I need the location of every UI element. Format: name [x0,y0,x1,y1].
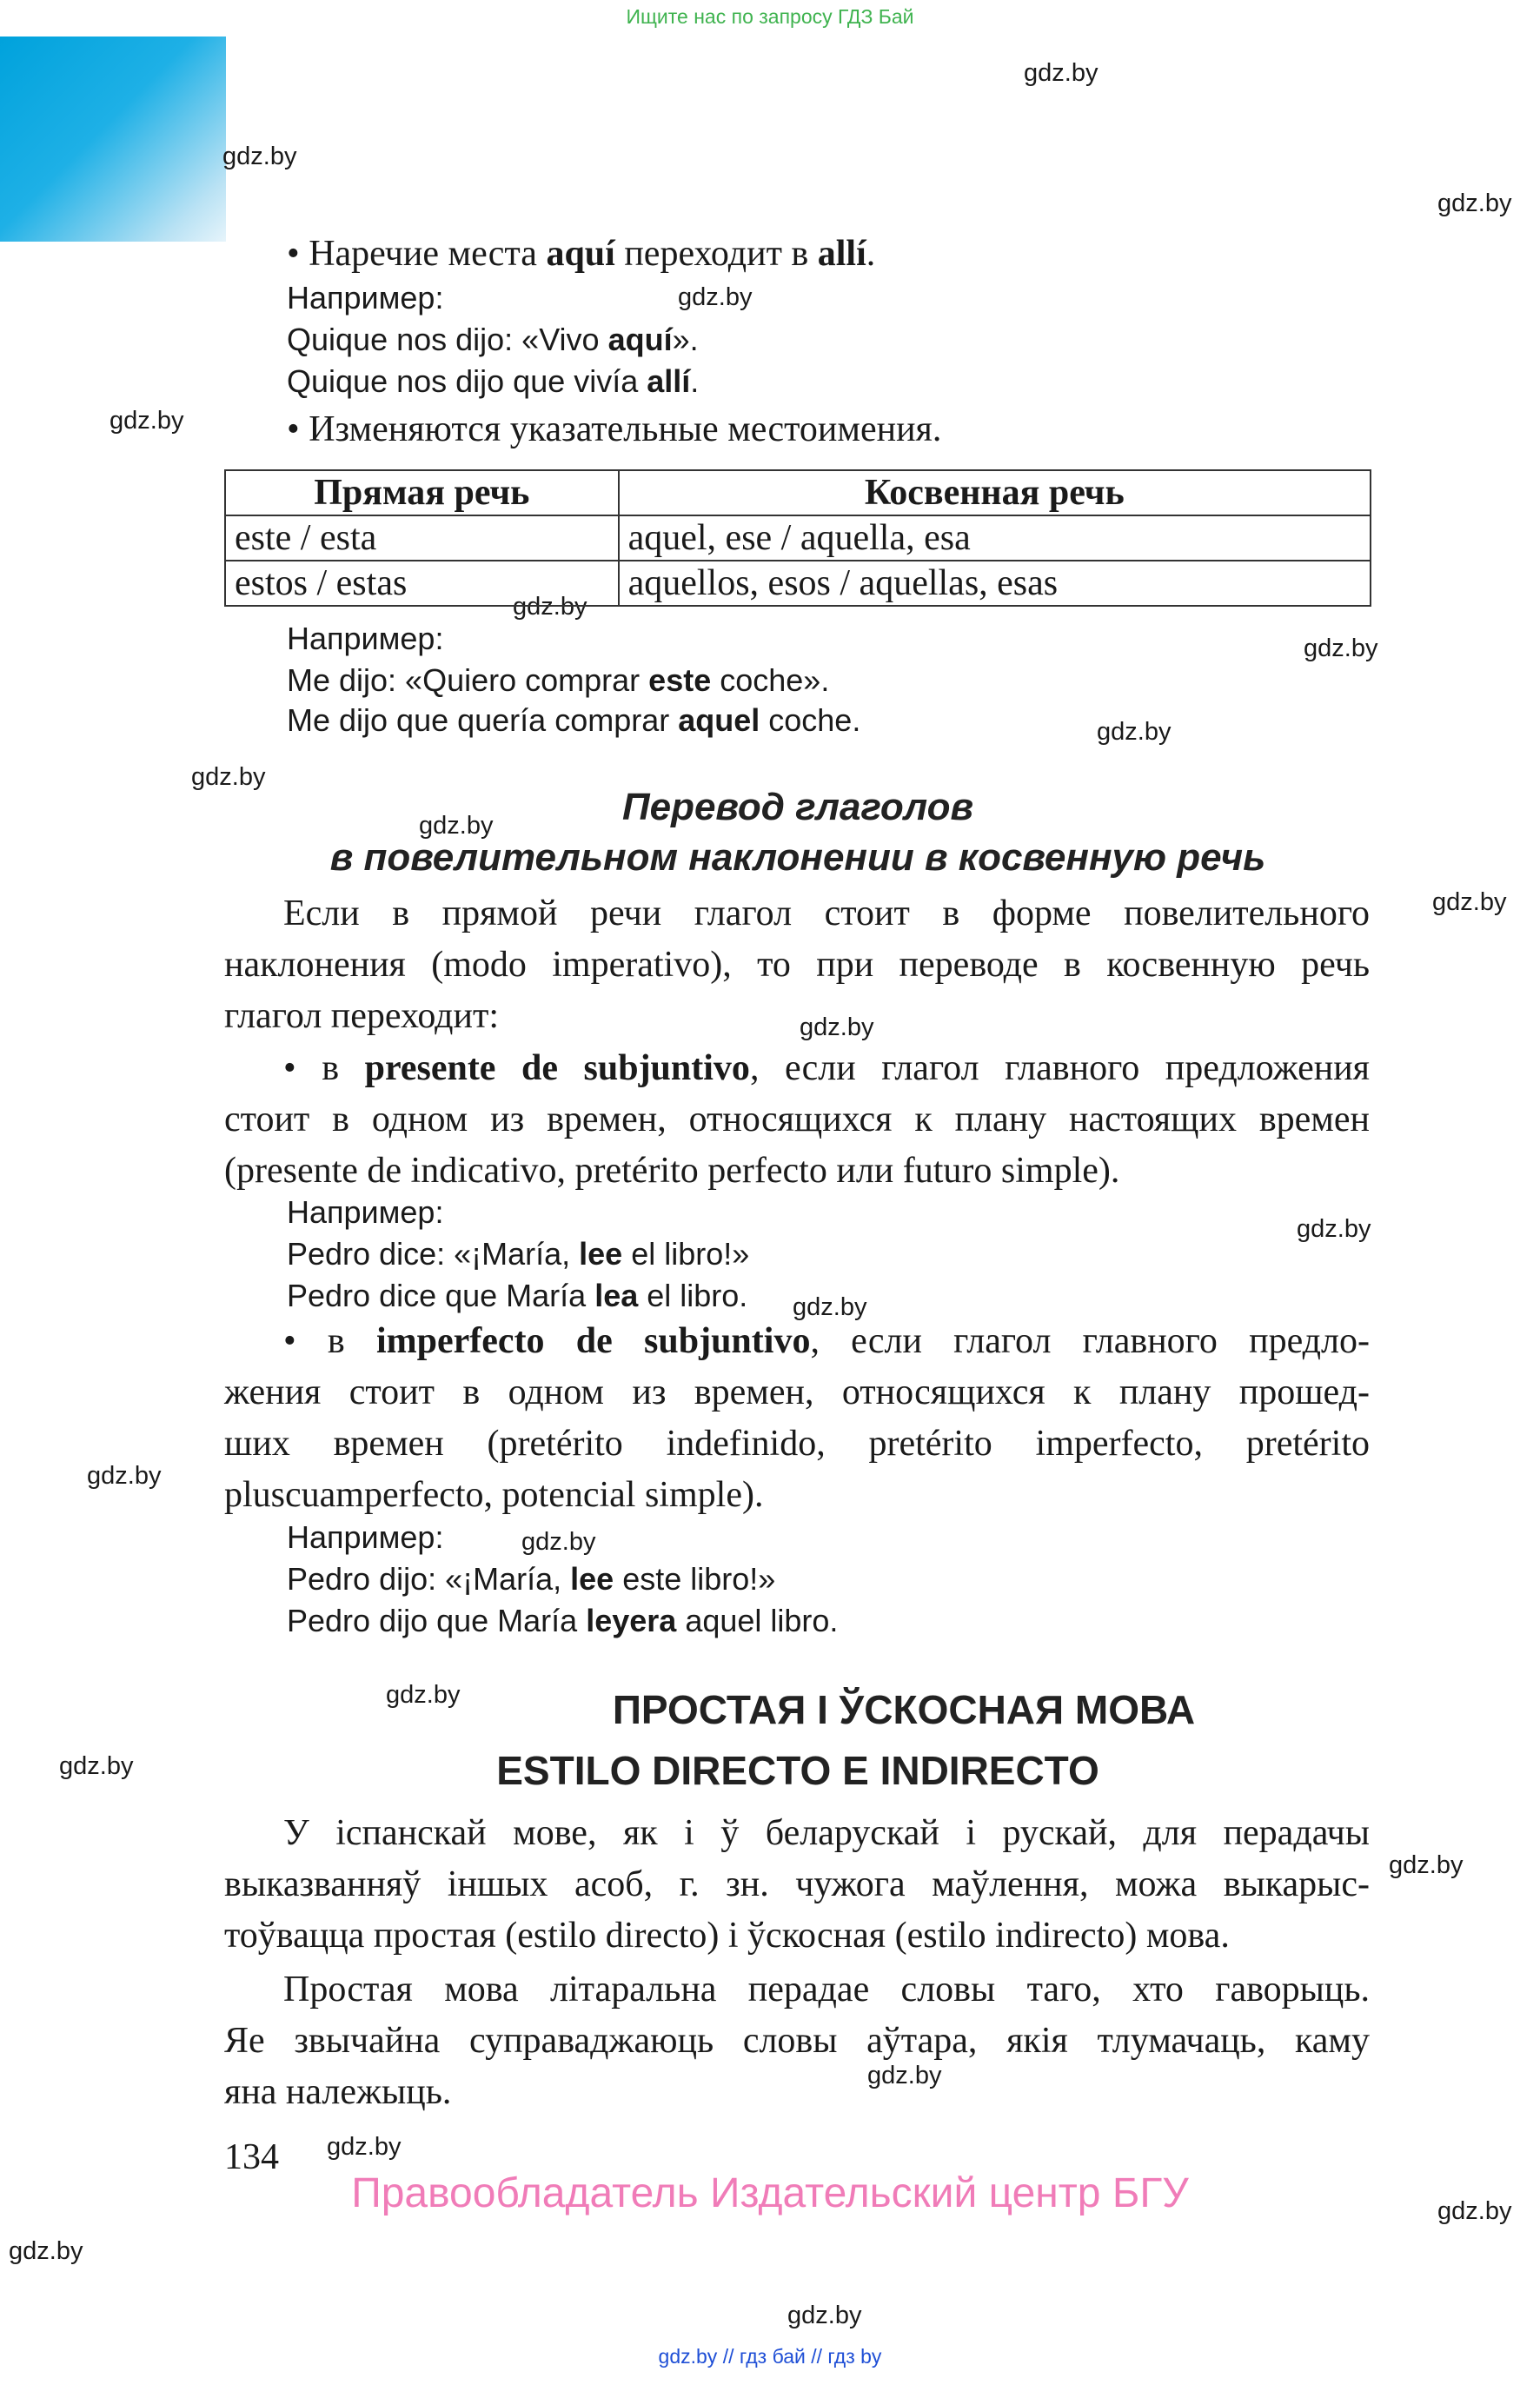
watermark: gdz.by [222,143,297,170]
watermark: gdz.by [1389,1851,1464,1879]
example-label: Например: [287,280,444,316]
page-number: 134 [224,2137,279,2177]
paragraph-line: У іспанскай мове, як і ў беларускай і рускай, для перадачы [283,1813,1370,1853]
rights-holder: Правообладатель Издательский центр БГУ [351,2170,1189,2216]
watermark: gdz.by [1437,2197,1512,2225]
watermark: gdz.by [1297,1215,1371,1243]
example-label: Например: [287,1519,444,1555]
paragraph-line: наклонения (modo imperativo), то при переводе в косвенную речь [224,945,1370,985]
watermark: gdz.by [386,1681,461,1709]
footer-links: gdz.by // гдз бай // гдз by [658,2345,882,2368]
example-line: Me dijo que quería comprar aquel coche. [287,702,861,738]
watermark: gdz.by [521,1528,596,1556]
watermark: gdz.by [59,1752,134,1780]
paragraph-line: pluscuamperfecto, potencial simple). [224,1475,764,1515]
watermark: gdz.by [1097,718,1172,746]
corner-decoration [0,37,226,242]
top-note: Ищите нас по запросу ГДЗ Бай [626,5,914,28]
watermark: gdz.by [191,763,266,791]
paragraph-line: жения стоит в одном из времен, относящихся к плану прошед- [224,1372,1370,1412]
watermark: gdz.by [800,1013,874,1041]
table-cell: estos / estas [225,561,619,606]
watermark: gdz.by [1437,189,1512,217]
watermark: gdz.by [327,2133,402,2161]
example-line: Pedro dijo: «¡María, lee este libro!» [287,1561,776,1597]
paragraph-line: Простая мова літаральна перадае словы таго, хто гаворыць. [283,1970,1370,2010]
watermark: gdz.by [1432,888,1507,916]
paragraph-line: (presente de indicativo, pretérito perfecto или futuro simple). [224,1151,1120,1191]
watermark: gdz.by [787,2302,862,2329]
table-row [225,515,1371,561]
watermark: gdz.by [419,812,494,840]
example-line: Pedro dijo que María leyera aquel libro. [287,1603,839,1638]
chapter-heading: ESTILO DIRECTO E INDIRECTO [496,1748,1099,1793]
chapter-heading: ПРОСТАЯ І ЎСКОСНАЯ МОВА [612,1687,1196,1732]
watermark: gdz.by [87,1462,162,1490]
paragraph-line: тоўвацца простая (estilo directo) і ўскосная (estilo indirecto) мова. [224,1916,1230,1956]
watermark: gdz.by [793,1293,867,1321]
watermark: gdz.by [1024,59,1099,87]
table-header-row [225,470,1371,515]
section-heading: Перевод глаголов [621,786,974,828]
section-heading: в повелительном наклонении в косвенную речь [329,836,1266,879]
watermark: gdz.by [110,407,184,435]
paragraph-line: яна належыць. [224,2072,452,2112]
bullet-adverb: • Наречие места aquí переходит в allí. [287,234,876,274]
example-label: Например: [287,1194,444,1230]
example-line: Quique nos dijo: «Vivo aquí». [287,322,699,357]
table-header: Прямая речь [225,470,619,515]
table-cell: aquel, ese / aquella, esa [619,515,1371,561]
watermark: gdz.by [678,283,753,311]
example-line: Pedro dice que María lea el libro. [287,1278,748,1313]
paragraph-line: • в presente de subjuntivo, если глагол главного предложения [283,1048,1370,1088]
paragraph-line: стоит в одном из времен, относящихся к плану настоящих времен [224,1099,1370,1139]
example-label: Например: [287,621,444,656]
watermark: gdz.by [513,593,587,621]
watermark: gdz.by [9,2237,83,2265]
example-line: Me dijo: «Quiero comprar este coche». [287,662,830,698]
table-row [225,561,1371,606]
paragraph-line: • в imperfecto de subjuntivo, если глагол главного предло- [283,1321,1370,1361]
bullet-demonstratives: • Изменяются указательные местоимения. [287,409,942,449]
table-cell: este / esta [225,515,619,561]
paragraph-line: Яе звычайна суправаджаюць словы аўтара, якія тлумачаць, каму [224,2021,1370,2061]
table-cell: aquellos, esos / aquellas, esas [619,561,1371,606]
watermark: gdz.by [1304,634,1378,662]
example-line: Pedro dice: «¡María, lee el libro!» [287,1236,750,1272]
example-line: Quique nos dijo que vivía allí. [287,363,700,399]
paragraph-line: ших времен (pretérito indefinido, pretérito imperfecto, pretérito [224,1424,1370,1464]
watermark: gdz.by [867,2062,942,2089]
demonstratives-table [224,469,1371,607]
paragraph-line: Если в прямой речи глагол стоит в форме повелительного [283,894,1370,933]
table-header: Косвенная речь [619,470,1371,515]
paragraph-line: глагол переходит: [224,996,500,1036]
paragraph-line: выказванняў іншых асоб, г. зн. чужога маўлення, можа выкарыс- [224,1864,1370,1904]
